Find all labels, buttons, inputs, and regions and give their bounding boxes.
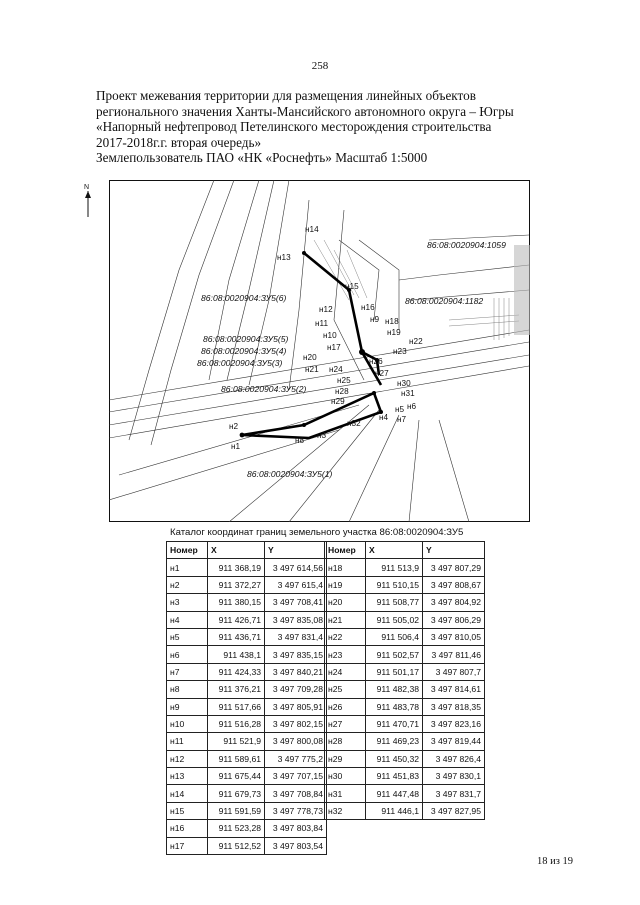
cell-y: 3 497 709,28	[265, 681, 327, 698]
table-row	[325, 559, 485, 576]
cell-x: 911 424,33	[208, 663, 265, 680]
coordinates-table-left	[166, 541, 327, 855]
table-row	[167, 768, 327, 785]
point-label: н32	[347, 419, 361, 428]
title-line: Проект межевания территории для размещения линейных объектов	[96, 88, 476, 103]
point-label: н8	[295, 436, 305, 445]
cell-y: 3 497 806,29	[423, 611, 485, 628]
cell-x: 911 521,9	[208, 733, 265, 750]
cell-y: 3 497 614,56	[265, 559, 327, 576]
cell-x: 911 505,02	[366, 611, 423, 628]
cell-y: 3 497 827,95	[423, 802, 485, 819]
cell-y: 3 497 835,15	[265, 646, 327, 663]
cell-x: 911 502,57	[366, 646, 423, 663]
table-row	[325, 646, 485, 663]
cell-number: н23	[325, 646, 366, 663]
cell-x: 911 380,15	[208, 594, 265, 611]
cell-number: н22	[325, 628, 366, 645]
cell-number: н16	[167, 820, 208, 837]
table-row	[325, 628, 485, 645]
cell-number: н20	[325, 594, 366, 611]
cell-y: 3 497 826,4	[423, 750, 485, 767]
cell-number: н26	[325, 698, 366, 715]
table-row	[325, 594, 485, 611]
cell-x: 911 451,83	[366, 768, 423, 785]
cell-x: 911 506,4	[366, 628, 423, 645]
cell-x: 911 517,66	[208, 698, 265, 715]
table-caption: Каталог координат границ земельного участка 86:08:0020904:ЗУ5	[170, 527, 464, 538]
table-row	[325, 681, 485, 698]
cell-y: 3 497 708,41	[265, 594, 327, 611]
cell-x: 911 447,48	[366, 785, 423, 802]
table-row	[167, 611, 327, 628]
cell-y: 3 497 823,16	[423, 715, 485, 732]
cell-x: 911 675,44	[208, 768, 265, 785]
cell-y: 3 497 778,73	[265, 802, 327, 819]
point-label: н9	[370, 315, 380, 324]
point-label: н3	[317, 431, 327, 440]
cell-y: 3 497 830,1	[423, 768, 485, 785]
cell-x: 911 470,71	[366, 715, 423, 732]
cell-x: 911 591,59	[208, 802, 265, 819]
cell-x: 911 426,71	[208, 611, 265, 628]
cell-number: н27	[325, 715, 366, 732]
cell-number: н13	[167, 768, 208, 785]
table-header-row	[167, 542, 327, 559]
table-row	[167, 628, 327, 645]
cell-number: н9	[167, 698, 208, 715]
cell-y: 3 497 800,08	[265, 733, 327, 750]
header-y: Y	[265, 542, 327, 559]
table-row	[167, 681, 327, 698]
cell-y: 3 497 808,67	[423, 576, 485, 593]
point-label: н12	[319, 305, 333, 314]
cell-number: н31	[325, 785, 366, 802]
table-row	[325, 698, 485, 715]
cell-number: н30	[325, 768, 366, 785]
table-row	[325, 768, 485, 785]
point-label: н10	[323, 331, 337, 340]
table-row	[167, 820, 327, 837]
point-label: н2	[229, 422, 239, 431]
north-label: N	[84, 184, 90, 191]
title-line: регионального значения Ханты-Мансийского автономного округа – Югры	[96, 103, 514, 119]
point-label: н13	[277, 253, 291, 262]
cell-y: 3 497 840,21	[265, 663, 327, 680]
cadastral-label: 86:08:0020904:1182	[405, 296, 484, 306]
cell-number: н4	[167, 611, 208, 628]
point-label: н15	[345, 282, 359, 291]
cell-x: 911 508,77	[366, 594, 423, 611]
point-label: н26	[369, 357, 383, 366]
point-label: н20	[303, 353, 317, 362]
cell-y: 3 497 775,2	[265, 750, 327, 767]
point-label: н25	[337, 376, 351, 385]
cell-number: н15	[167, 802, 208, 819]
table-row	[325, 663, 485, 680]
cadastral-label: 86:08:0020904:ЗУ5(3)	[197, 358, 283, 368]
cell-x: 911 512,52	[208, 837, 265, 854]
table-row	[167, 698, 327, 715]
survey-map	[109, 180, 530, 522]
cell-y: 3 497 803,84	[265, 820, 327, 837]
table-row	[167, 576, 327, 593]
table-row	[167, 646, 327, 663]
north-arrow-icon	[84, 191, 92, 217]
cell-number: н18	[325, 559, 366, 576]
cell-y: 3 497 810,05	[423, 628, 485, 645]
cell-number: н3	[167, 594, 208, 611]
cell-number: н10	[167, 715, 208, 732]
table-row	[325, 576, 485, 593]
point-label: н24	[329, 365, 343, 374]
table-row	[167, 663, 327, 680]
point-label: н18	[385, 317, 399, 326]
cell-x: 911 438,1	[208, 646, 265, 663]
document-title	[96, 88, 586, 166]
cell-x: 911 679,73	[208, 785, 265, 802]
cell-number: н21	[325, 611, 366, 628]
cell-number: н5	[167, 628, 208, 645]
cadastral-label: 86:08:0020904:1059	[427, 240, 506, 250]
cell-number: н7	[167, 663, 208, 680]
point-label: н17	[327, 343, 341, 352]
cell-y: 3 497 807,7	[423, 663, 485, 680]
cell-x: 911 516,28	[208, 715, 265, 732]
cell-number: н1	[167, 559, 208, 576]
cell-x: 911 376,21	[208, 681, 265, 698]
cell-y: 3 497 615,4	[265, 576, 327, 593]
cadastral-label: 86:08:0020904:ЗУ5(5)	[203, 334, 289, 344]
cell-x: 911 482,38	[366, 681, 423, 698]
table-row	[167, 733, 327, 750]
cell-y: 3 497 803,54	[265, 837, 327, 854]
cell-number: н8	[167, 681, 208, 698]
cadastral-label: 86:08:0020904:ЗУ5(6)	[201, 293, 287, 303]
cell-number: н24	[325, 663, 366, 680]
cell-x: 911 483,78	[366, 698, 423, 715]
cell-number: н32	[325, 802, 366, 819]
cell-y: 3 497 708,84	[265, 785, 327, 802]
table-row	[325, 785, 485, 802]
point-label: н31	[401, 389, 415, 398]
cell-number: н19	[325, 576, 366, 593]
table-row	[325, 611, 485, 628]
cell-x: 911 501,17	[366, 663, 423, 680]
cell-y: 3 497 831,4	[265, 628, 327, 645]
header-x: X	[208, 542, 265, 559]
cadastral-label: 86:08:0020904:ЗУ5(4)	[201, 346, 287, 356]
table-row	[325, 802, 485, 819]
point-label: н14	[305, 225, 319, 234]
point-label: н4	[379, 413, 389, 422]
point-label: н6	[407, 402, 417, 411]
cell-y: 3 497 807,29	[423, 559, 485, 576]
point-label: н11	[315, 319, 329, 328]
cell-number: н14	[167, 785, 208, 802]
table-row	[167, 559, 327, 576]
page-footer: 18 из 19	[537, 856, 574, 867]
north-arrow	[84, 184, 92, 219]
title-line: «Напорный нефтепровод Петелинского месторождения строительства	[96, 119, 492, 134]
cell-y: 3 497 831,7	[423, 785, 485, 802]
point-label: н22	[409, 337, 423, 346]
cell-y: 3 497 811,46	[423, 646, 485, 663]
cell-y: 3 497 818,35	[423, 698, 485, 715]
cell-x: 911 589,61	[208, 750, 265, 767]
table-row	[167, 785, 327, 802]
point-label: н30	[397, 379, 411, 388]
table-row	[167, 594, 327, 611]
point-label: н21	[305, 365, 319, 374]
header-number: Номер	[167, 542, 208, 559]
title-line: Землепользователь ПАО «НК «Роснефть» Масштаб 1:5000	[96, 150, 428, 165]
table-header-row	[325, 542, 485, 559]
point-label: н19	[387, 328, 401, 337]
cell-number: н11	[167, 733, 208, 750]
cell-x: 911 469,23	[366, 733, 423, 750]
table-row	[167, 750, 327, 767]
header-number: Номер	[325, 542, 366, 559]
point-label: н27	[375, 369, 389, 378]
header-y: Y	[423, 542, 485, 559]
cell-x: 911 450,32	[366, 750, 423, 767]
table-row	[167, 715, 327, 732]
coordinates-table-right	[324, 541, 485, 820]
cell-number: н6	[167, 646, 208, 663]
table-row	[167, 802, 327, 819]
table-row	[325, 715, 485, 732]
cell-y: 3 497 835,08	[265, 611, 327, 628]
cell-y: 3 497 814,61	[423, 681, 485, 698]
cell-number: н17	[167, 837, 208, 854]
cell-y: 3 497 804,92	[423, 594, 485, 611]
table-row	[325, 733, 485, 750]
point-label: н1	[231, 442, 241, 451]
title-line: 2017-2018г.г. вторая очередь»	[96, 134, 262, 150]
cell-number: н12	[167, 750, 208, 767]
cell-y: 3 497 805,91	[265, 698, 327, 715]
point-label: н28	[335, 387, 349, 396]
cadastral-label: 86:08:0020904:ЗУ5(1)	[247, 469, 333, 479]
cell-y: 3 497 819,44	[423, 733, 485, 750]
point-label: н16	[361, 303, 375, 312]
header-x: X	[366, 542, 423, 559]
cell-y: 3 497 802,15	[265, 715, 327, 732]
cell-x: 911 513,9	[366, 559, 423, 576]
cell-number: н28	[325, 733, 366, 750]
cell-number: н25	[325, 681, 366, 698]
cell-x: 911 446,1	[366, 802, 423, 819]
cell-x: 911 436,71	[208, 628, 265, 645]
point-label: н7	[397, 415, 407, 424]
cell-x: 911 510,15	[366, 576, 423, 593]
point-label: н23	[393, 347, 407, 356]
cell-x: 911 368,19	[208, 559, 265, 576]
cell-x: 911 523,28	[208, 820, 265, 837]
cell-x: 911 372,27	[208, 576, 265, 593]
point-label: н29	[331, 397, 345, 406]
point-label: н5	[395, 405, 405, 414]
cell-number: н2	[167, 576, 208, 593]
table-row	[325, 750, 485, 767]
page-number: 258	[311, 60, 329, 72]
table-row	[167, 837, 327, 854]
cell-number: н29	[325, 750, 366, 767]
cadastral-label: 86:08:0020904:ЗУ5(2)	[221, 384, 307, 394]
cell-y: 3 497 707,15	[265, 768, 327, 785]
